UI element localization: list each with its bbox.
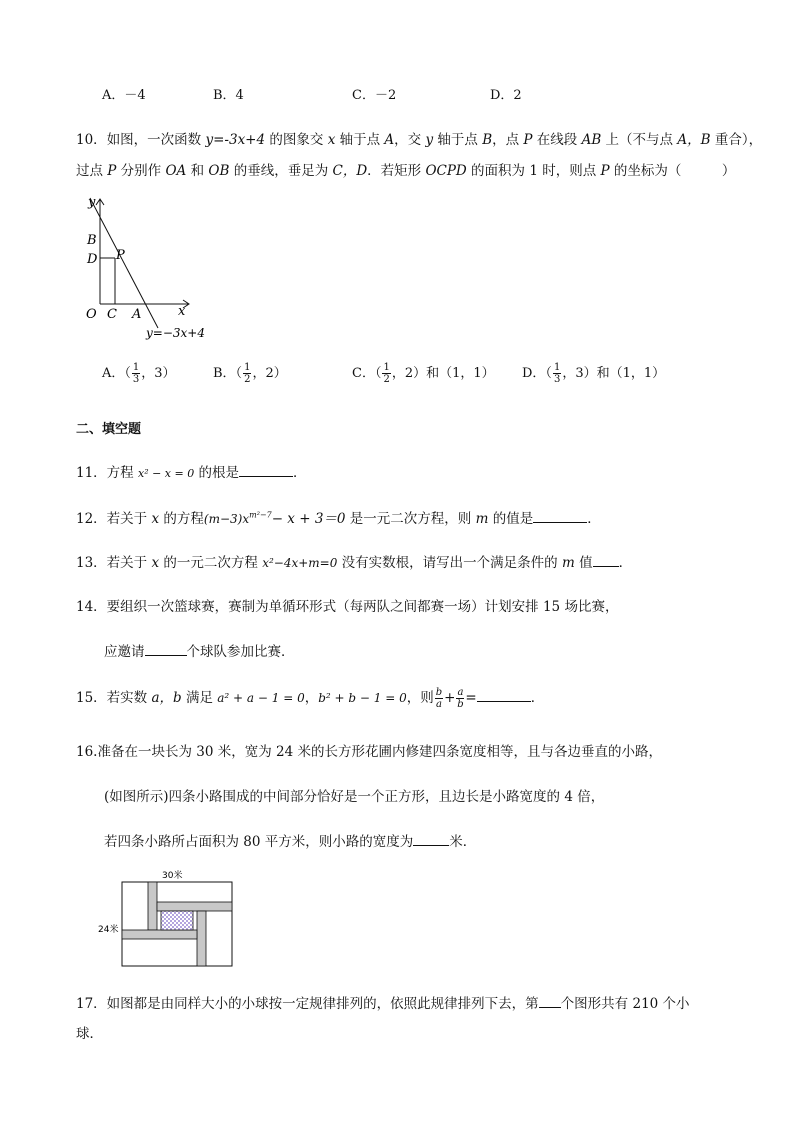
q16-line1: 16.准备在一块长为 30 米，宽为 24 米的长方形花圃内修建四条宽度相等，且与各边垂直的小路， <box>76 744 662 760</box>
section-fill-in-header: 二、填空题 <box>76 422 142 437</box>
label-b: B <box>87 233 97 248</box>
q16-line3: 若四条小路所占面积为 80 平方米，则小路的宽度为 米． <box>104 834 477 850</box>
q14-line2: 应邀请 个球队参加比赛． <box>104 644 295 660</box>
label-equation: y=−3x+4 <box>146 326 205 340</box>
center-square <box>161 911 193 930</box>
q16-garden-figure <box>96 866 236 970</box>
label-30m: 30米 <box>162 871 183 881</box>
q10-graph <box>70 192 230 344</box>
q16-answer-blank[interactable] <box>413 833 449 846</box>
label-o: O <box>86 307 97 322</box>
q9-option-a: A．－4 <box>102 88 146 103</box>
q12: 12．若关于 x 的方程$(m-3)x^{m^2-7}- x + 3=0$ 是一元二次方程，则 m 的值是 ． <box>76 510 601 527</box>
q14-answer-blank[interactable] <box>145 643 187 656</box>
label-a: A <box>132 307 142 322</box>
path-top <box>148 882 157 930</box>
label-d: D <box>87 252 98 267</box>
q13: 13．若关于 x 的一元二次方程 x²−4x+m=0 没有实数根，请写出一个满足条件的 m 值 ． <box>76 555 633 571</box>
q12-answer-blank[interactable] <box>533 510 587 523</box>
q13-answer-blank[interactable] <box>593 554 619 567</box>
path-bottom <box>197 911 206 966</box>
label-y: y <box>88 195 96 210</box>
q9-option-d: D．2 <box>490 88 522 103</box>
q15: 15．若实数 a，b 满足 a² + a − 1 = 0，b² + b − 1 = 0，则 $\frac{b}{a}$ + $\frac{a}{b}$ = ． <box>76 687 545 710</box>
q17-line2: 球． <box>76 1026 103 1042</box>
path-right <box>157 902 232 911</box>
path-left <box>122 930 197 939</box>
label-x: x <box>178 304 186 319</box>
q10-line1: 10．如图，一次函数 y=-3x+4 的图象交 x 轴于点 A，交 y 轴于点 B，点 P 在线段 AB 上（不与点 A，B 重合）， <box>76 132 763 148</box>
q10-option-a: A．（ $\frac{1}{3}$ ，3） <box>102 362 176 385</box>
q15-answer-blank[interactable] <box>477 689 531 702</box>
q14-line1: 14．要组织一次篮球赛，赛制为单循环形式（每两队之间都赛一场）计划安排 15 场比赛， <box>76 599 619 615</box>
q10-option-d: D．（ $\frac{1}{3}$ ，3）和（1，1） <box>522 362 666 385</box>
q10-option-c: C．（ $\frac{1}{2}$ ，2）和（1，1） <box>352 362 495 385</box>
q10-option-b: B．（ $\frac{1}{2}$ ，2） <box>213 362 287 385</box>
q17-line1: 17．如图都是由同样大小的小球按一定规律排列的，依照此规律排列下去，第 个图形共有 210 个小 <box>76 996 690 1012</box>
q9-option-b: B．4 <box>213 88 244 103</box>
q9-option-c: C．－2 <box>352 88 397 103</box>
q10-line2: 过点 P 分别作 OA 和 OB 的垂线，垂足为 C，D．若矩形 OCPD 的面积为 1 时，则点 P 的坐标为（ ） <box>76 163 736 179</box>
q16-line2: (如图所示)四条小路围成的中间部分恰好是一个正方形，且边长是小路宽度的 4 倍， <box>104 789 605 805</box>
label-24m: 24米 <box>98 925 119 935</box>
q11-answer-blank[interactable] <box>239 464 293 477</box>
label-c: C <box>107 307 117 322</box>
q17-answer-blank[interactable] <box>539 995 561 1008</box>
q11: 11．方程 x² − x = 0 的根是 ． <box>76 465 307 481</box>
label-p: P <box>116 248 125 263</box>
